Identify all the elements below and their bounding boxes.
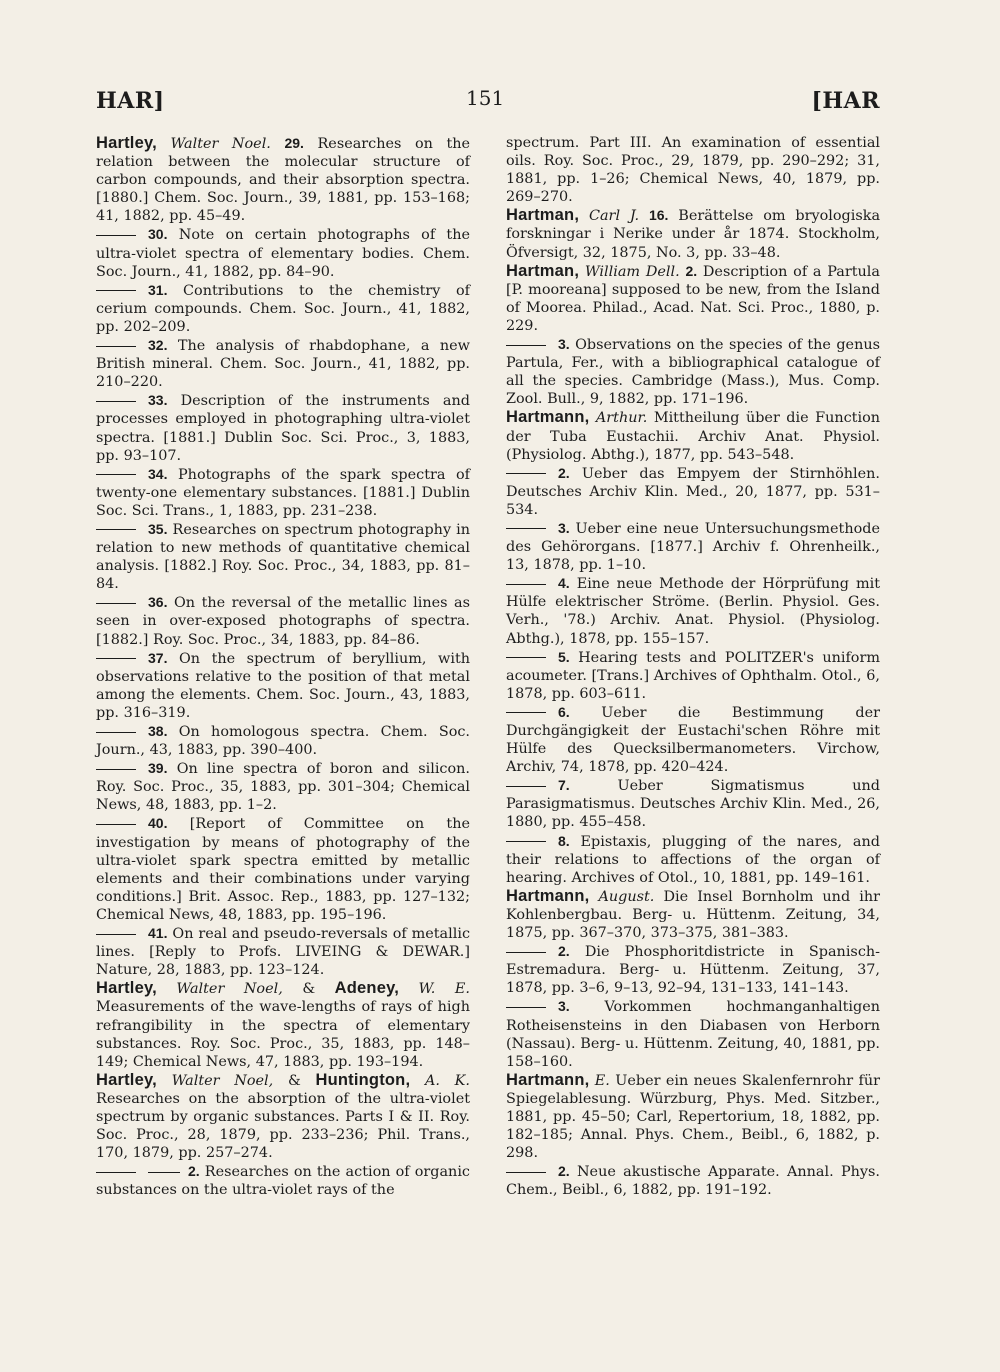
author-forename: Walter Noel, <box>171 1072 274 1089</box>
ditto-rule <box>506 1007 546 1008</box>
ditto-rule <box>506 952 546 953</box>
entry-number: 2. <box>558 1163 570 1180</box>
ditto-rule <box>506 584 546 585</box>
bibliography-entry <box>96 281 470 336</box>
author-surname: Hartley, <box>96 979 157 998</box>
ditto-rule <box>148 1172 180 1173</box>
entry-text: Ueber die Bestimmung der Durchgängigkeit der Eustachi'schen Röhre mit Hülfe des Quecksilbermanometers. Virchow, Archiv, 74, 1878, pp. 420–424. <box>506 704 880 776</box>
author-surname: Hartman, <box>506 261 580 280</box>
entry-text: The analysis of rhabdophane, a new British mineral. Chem. Soc. Journ., 41, 1882, pp. 210–220. <box>96 338 470 391</box>
entry-number: 4. <box>558 575 570 592</box>
left-column <box>96 134 470 1199</box>
entry-text: Description of the instruments and processes employed in photographing ultra-violet spectra. [1881.] Dublin Soc. Sci. Proc., 3, 1883, pp. 93–107. <box>96 393 470 464</box>
author-forename: E. <box>594 1072 610 1089</box>
author-surname: Hartman, <box>506 206 580 225</box>
entry-text: On the spectrum of beryllium, with observations relative to the position of that metal among the elements. Chem. Soc. Journ., 43, 1883, pp. 316–319. <box>96 650 471 721</box>
entry-number: 2. <box>558 943 570 960</box>
entry-number: 8. <box>558 832 570 849</box>
bibliography-entry <box>506 519 880 574</box>
bibliography-entry <box>506 648 880 703</box>
entry-text: Researches on the relation between the molecular structure of carbon compounds, and their absorption spectra. [1880.] Chem. Soc. Journ., 39, 1881, pp. 153–168; 41, 1882, pp. 45–49. <box>96 136 471 225</box>
entry-text: Ueber eine neue Untersuchungsmethode des Gehörorgans. [1877.] Archiv f. Ohrenheilk., 13, 1878, pp. 1–10. <box>506 520 880 574</box>
entry-number: 5. <box>558 648 570 665</box>
entry-text: Die Insel Bornholm und ihr Kohlenbergbau. Berg- u. Hüttenm. Zeitung, 34, 1875, pp. 367–370, 373–375, 381–383. <box>506 888 881 942</box>
entry-number: 7. <box>558 777 570 794</box>
entry-text: Ueber ein neues Skalenfernrohr für Spiegelablesung. Würzburg, Phys. Med. Sitzber., 1881, pp. 45–50; Carl, Repertorium, 18, 1882, pp. 182–185; Annal. Phys. Chem., Beibl., 6, 1882, p. 298. <box>506 1072 881 1162</box>
entry-text: Ueber Sigmatismus und Parasigmatismus. Deutsches Archiv Klin. Med., 26, 1880, pp. 455–458. <box>506 778 880 831</box>
entry-text: Observations on the species of the genus Partula, Fer., with a bibliographical catalogue of all the species. Cambridge (Mass.), Mus. Comp. Zool. Bull., 9, 1882, pp. 171–196. <box>506 337 880 408</box>
coauthor-forename: A. K. <box>424 1072 471 1089</box>
entry-text: On homologous spectra. Chem. Soc. Journ., 43, 1883, pp. 390–400. <box>96 724 471 759</box>
author-entry <box>506 408 880 463</box>
entry-text: Hearing tests and POLITZER's uniform acoumeter. [Trans.] Archives of Ophthalm. Otol., 6, 1878, pp. 603–611. <box>506 649 880 702</box>
ditto-rule <box>96 732 136 733</box>
entry-text: Contributions to the chemistry of cerium compounds. Chem. Soc. Journ., 41, 1882, pp. 202–209. <box>96 282 470 335</box>
ditto-rule <box>506 712 546 713</box>
ditto-rule <box>96 769 136 770</box>
ditto-rule <box>506 473 546 474</box>
coauthor-surname: Adeney, <box>334 979 400 998</box>
entry-text: On real and pseudo-reversals of metallic lines. [Reply to Profs. LIVEING & DEWAR.] Nature, 28, 1883, pp. 123–124. <box>96 926 471 979</box>
page-number: 151 <box>466 86 505 110</box>
author-entry <box>96 979 470 1070</box>
entry-text: Epistaxis, plugging of the nares, and their relations to affections of the organ of hearing. Archives of Otol., 10, 1881, pp. 149–161. <box>506 833 880 886</box>
entry-text: Description of a Partula [P. mooreana] supposed to be new, from the Island of Moorea. Philad., Acad. Nat. Sci. Proc., 1880, p. 229. <box>506 263 880 334</box>
entry-number: 35. <box>148 520 168 537</box>
entry-text: Vorkommen hochmanganhaltigen Rotheisensteins in den Diabasen von Herborn (Nassau). Berg- u. Hüttenm. Zeitung, 40, 1881, pp. 158–160. <box>506 999 880 1070</box>
ditto-rule <box>96 529 136 530</box>
ditto-rule <box>506 786 546 787</box>
entry-number: 31. <box>148 281 168 298</box>
entry-text: Photographs of the spark spectra of twenty-one elementary substances. [1881.] Dublin Soc. Sci. Trans., 1, 1883, pp. 231–238. <box>96 466 470 519</box>
ditto-rule <box>96 603 136 604</box>
entry-number: 34. <box>148 465 168 482</box>
bibliography-entry <box>506 134 880 206</box>
entry-text: Neue akustische Apparate. Annal. Phys. Chem., Beibl., 6, 1882, pp. 191–192. <box>506 1164 880 1199</box>
ditto-rule <box>96 346 136 347</box>
author-forename: Walter Noel. <box>170 136 271 152</box>
entry-text: Ueber das Empyem der Stirnhöhlen. Deutsches Archiv Klin. Med., 20, 1877, pp. 531–534. <box>506 465 880 518</box>
entry-text: Eine neue Methode der Hörprüfung mit Hülfe elektrischer Ströme. (Berlin. Physiol. Ges. Verh., '78.) Archiv. Anat. Physiol. (Physiolog. Abthg.), 1878, pp. 155–157. <box>506 576 880 647</box>
header-right-guide: [HAR <box>811 88 880 114</box>
author-surname: Hartley, <box>96 1070 157 1089</box>
author-entry <box>506 1071 880 1162</box>
author-entry <box>506 262 880 335</box>
author-forename: Walter Noel, <box>176 981 283 998</box>
entry-number: 32. <box>148 337 168 354</box>
entry-text: Measurements of the wave-lengths of rays of high refrangibility in the spectra of elementary substances. Roy. Soc. Proc., 35, 1883, pp. 148–149; Chemical News, 47, 1883, pp. 193–194. <box>96 999 470 1070</box>
entry-number: 36. <box>148 594 168 611</box>
entry-number: 3. <box>558 998 570 1015</box>
entry-number: 6. <box>558 703 570 720</box>
entry-number: 3. <box>558 519 570 536</box>
author-entry <box>506 887 880 942</box>
ditto-rule <box>506 1172 546 1173</box>
bibliography-entry <box>506 335 880 408</box>
author-entry <box>96 134 470 225</box>
author-entry <box>96 1071 470 1162</box>
ditto-rule <box>96 1172 136 1173</box>
entry-number: 33. <box>148 392 168 409</box>
ditto-rule <box>96 474 136 475</box>
bibliography-entry <box>506 942 880 997</box>
author-surname: Hartley, <box>96 134 157 152</box>
ampersand: & <box>287 1072 301 1089</box>
bibliography-entry <box>96 465 470 520</box>
entry-number: 30. <box>148 226 168 243</box>
entry-text: Mittheilung über die Function der Tuba Eustachii. Archiv Anat. Physiol. (Physiolog. Abthg.), 1877, pp. 543–548. <box>506 410 881 463</box>
entry-text: spectrum. Part III. An examination of essential oils. Roy. Soc. Proc., 29, 1879, pp. 290–292; 31, 1881, pp. 1–26; Chemical News, 40, 1879, pp. 269–270. <box>506 135 880 206</box>
entry-number: 3. <box>558 336 570 353</box>
entry-text: Die Phosphoritdistricte in Spanisch-Estremadura. Berg- u. Hüttenm. Zeitung, 37, 1878, pp. 3–6, 9–13, 92–94, 131–133, 141–143. <box>506 944 881 997</box>
right-column <box>506 134 880 1199</box>
bibliography-entry <box>96 520 470 593</box>
entry-number: 41. <box>148 925 168 942</box>
bibliography-entry <box>506 464 880 519</box>
bibliography-entry <box>506 574 880 647</box>
bibliography-entry <box>96 593 470 648</box>
ampersand: & <box>302 981 316 998</box>
ditto-rule <box>96 235 136 236</box>
author-forename: Carl J. <box>588 208 640 225</box>
bibliography-entry <box>506 997 880 1070</box>
entry-number: 40. <box>148 815 168 832</box>
author-entry <box>506 206 880 261</box>
bibliography-entry <box>96 1162 470 1199</box>
entry-text: Berättelse om bryologiska forskningar i Nerike under år 1874. Stockholm, Öfversigt, 32, 1875, No. 3, pp. 33–48. <box>506 208 881 261</box>
ditto-rule <box>506 841 546 842</box>
bibliography-entry <box>506 703 880 776</box>
entry-text: Researches on the absorption of the ultra-violet spectrum by organic substances. Parts I & II. Roy. Soc. Proc., 28, 1879, pp. 233–236; Phil. Trans., 170, 1879, pp. 257–274. <box>96 1090 470 1162</box>
bibliography-entry <box>96 814 470 924</box>
author-surname: Hartmann, <box>506 886 590 905</box>
entry-number: 39. <box>148 760 168 777</box>
author-surname: Hartmann, <box>506 408 590 427</box>
bibliography-entry <box>96 336 470 391</box>
ditto-rule <box>96 658 136 659</box>
bibliography-entry <box>506 1162 880 1199</box>
entry-text: Note on certain photographs of the ultra-violet spectra of elementary bodies. Chem. Soc. Journ., 41, 1882, pp. 84–90. <box>96 227 470 280</box>
entry-number: 37. <box>148 649 168 666</box>
entry-number: 16. <box>648 207 669 224</box>
bibliography-entry <box>96 759 470 814</box>
ditto-rule <box>506 528 546 529</box>
ditto-rule <box>96 934 136 935</box>
ditto-rule <box>96 824 136 825</box>
entry-number: 2. <box>188 1163 200 1180</box>
ditto-rule <box>506 657 546 658</box>
bibliography-entry <box>96 391 470 464</box>
entry-number: 29. <box>284 135 304 151</box>
ditto-rule <box>96 401 136 402</box>
header-left-guide: HAR] <box>96 88 165 114</box>
entry-text: Researches on the action of organic substances on the ultra-violet rays of the <box>96 1164 470 1199</box>
bibliography-entry <box>96 924 470 979</box>
bibliography-entry <box>96 722 470 759</box>
running-header <box>96 88 880 118</box>
entry-number: 2. <box>558 464 570 481</box>
author-forename: Arthur. <box>595 410 648 427</box>
coauthor-surname: Huntington, <box>315 1070 411 1089</box>
entry-text: On line spectra of boron and silicon. Roy. Soc. Proc., 35, 1883, pp. 301–304; Chemical News, 48, 1883, pp. 1–2. <box>96 761 470 814</box>
bibliography-entry <box>96 649 470 722</box>
author-forename: August. <box>598 888 655 905</box>
bibliography-entry <box>506 832 880 887</box>
entry-text: [Report of Committee on the investigation by means of photography of the ultra-violet spark spectra emitted by metallic elements and their combinations under varying conditions.] Brit. Assoc. Rep., 1883, pp. 127–132; Chemical News, 48, 1883, pp. 195–196. <box>96 816 470 923</box>
ditto-rule <box>96 290 136 291</box>
entry-number: 2. <box>685 262 698 279</box>
author-surname: Hartmann, <box>506 1070 590 1089</box>
coauthor-forename: W. E. <box>418 981 470 998</box>
entry-text: On the reversal of the metallic lines as seen in over-exposed photographs of spectra. [1882.] Roy. Soc. Proc., 34, 1883, pp. 84–86. <box>96 595 470 648</box>
bibliography-entry <box>506 776 880 831</box>
entry-text: Researches on spectrum photography in relation to new methods of quantitative chemical analysis. [1882.] Roy. Soc. Proc., 34, 1883, pp. 81–84. <box>96 521 470 593</box>
entry-number: 38. <box>148 723 168 739</box>
bibliography-entry <box>96 225 470 280</box>
ditto-rule <box>506 345 546 346</box>
author-forename: William Dell. <box>584 263 680 280</box>
